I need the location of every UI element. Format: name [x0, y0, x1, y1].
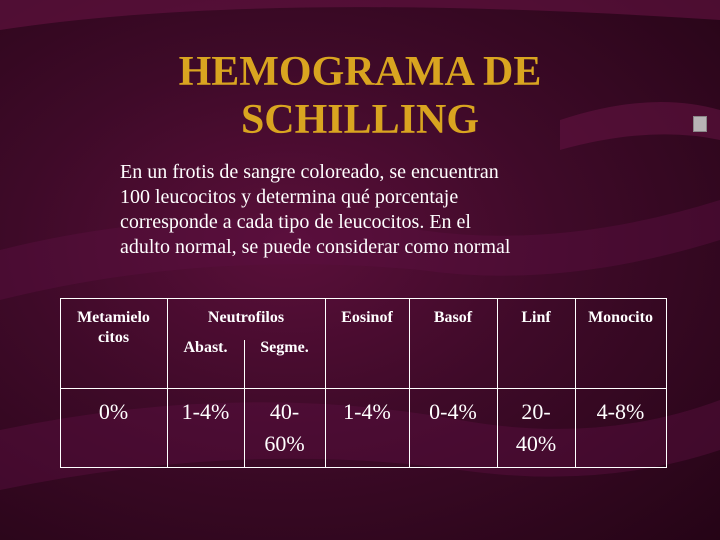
value-basof: 0-4% [429, 399, 477, 424]
table-border-v8 [666, 298, 667, 468]
intro-line-2: 100 leucocitos y determina qué porcentaje [120, 186, 459, 208]
intro-line-4: adulto normal, se puede considerar como normal [120, 236, 511, 258]
header-linf: Linf [521, 309, 551, 326]
header-abast: Abast. [183, 339, 228, 356]
header-segme: Segme. [260, 339, 309, 356]
intro-paragraph [120, 160, 610, 260]
value-abast: 1-4% [181, 399, 230, 424]
title-line-1: HEMOGRAMA DE [178, 49, 542, 95]
title-line-2: SCHILLING [240, 97, 480, 143]
slide-title [0, 48, 720, 144]
header-neutrofilos: Neutrofilos [207, 309, 285, 326]
header-metamielocitos: Metamielo citos [77, 309, 150, 346]
value-eosinof: 1-4% [343, 399, 391, 424]
header-monocito: Monocito [588, 309, 653, 326]
value-metamielocitos: 0% [98, 399, 129, 424]
value-monocito: 4-8% [596, 399, 645, 424]
header-eosinof: Eosinof [341, 309, 393, 326]
header-basof: Basof [433, 309, 473, 326]
intro-line-3: corresponde a cada tipo de leucocitos. En el [120, 211, 471, 233]
value-linf: 20- 40% [515, 399, 557, 456]
value-segme: 40- 60% [264, 399, 305, 456]
intro-line-1: En un frotis de sangre coloreado, se encuentran [120, 161, 499, 183]
